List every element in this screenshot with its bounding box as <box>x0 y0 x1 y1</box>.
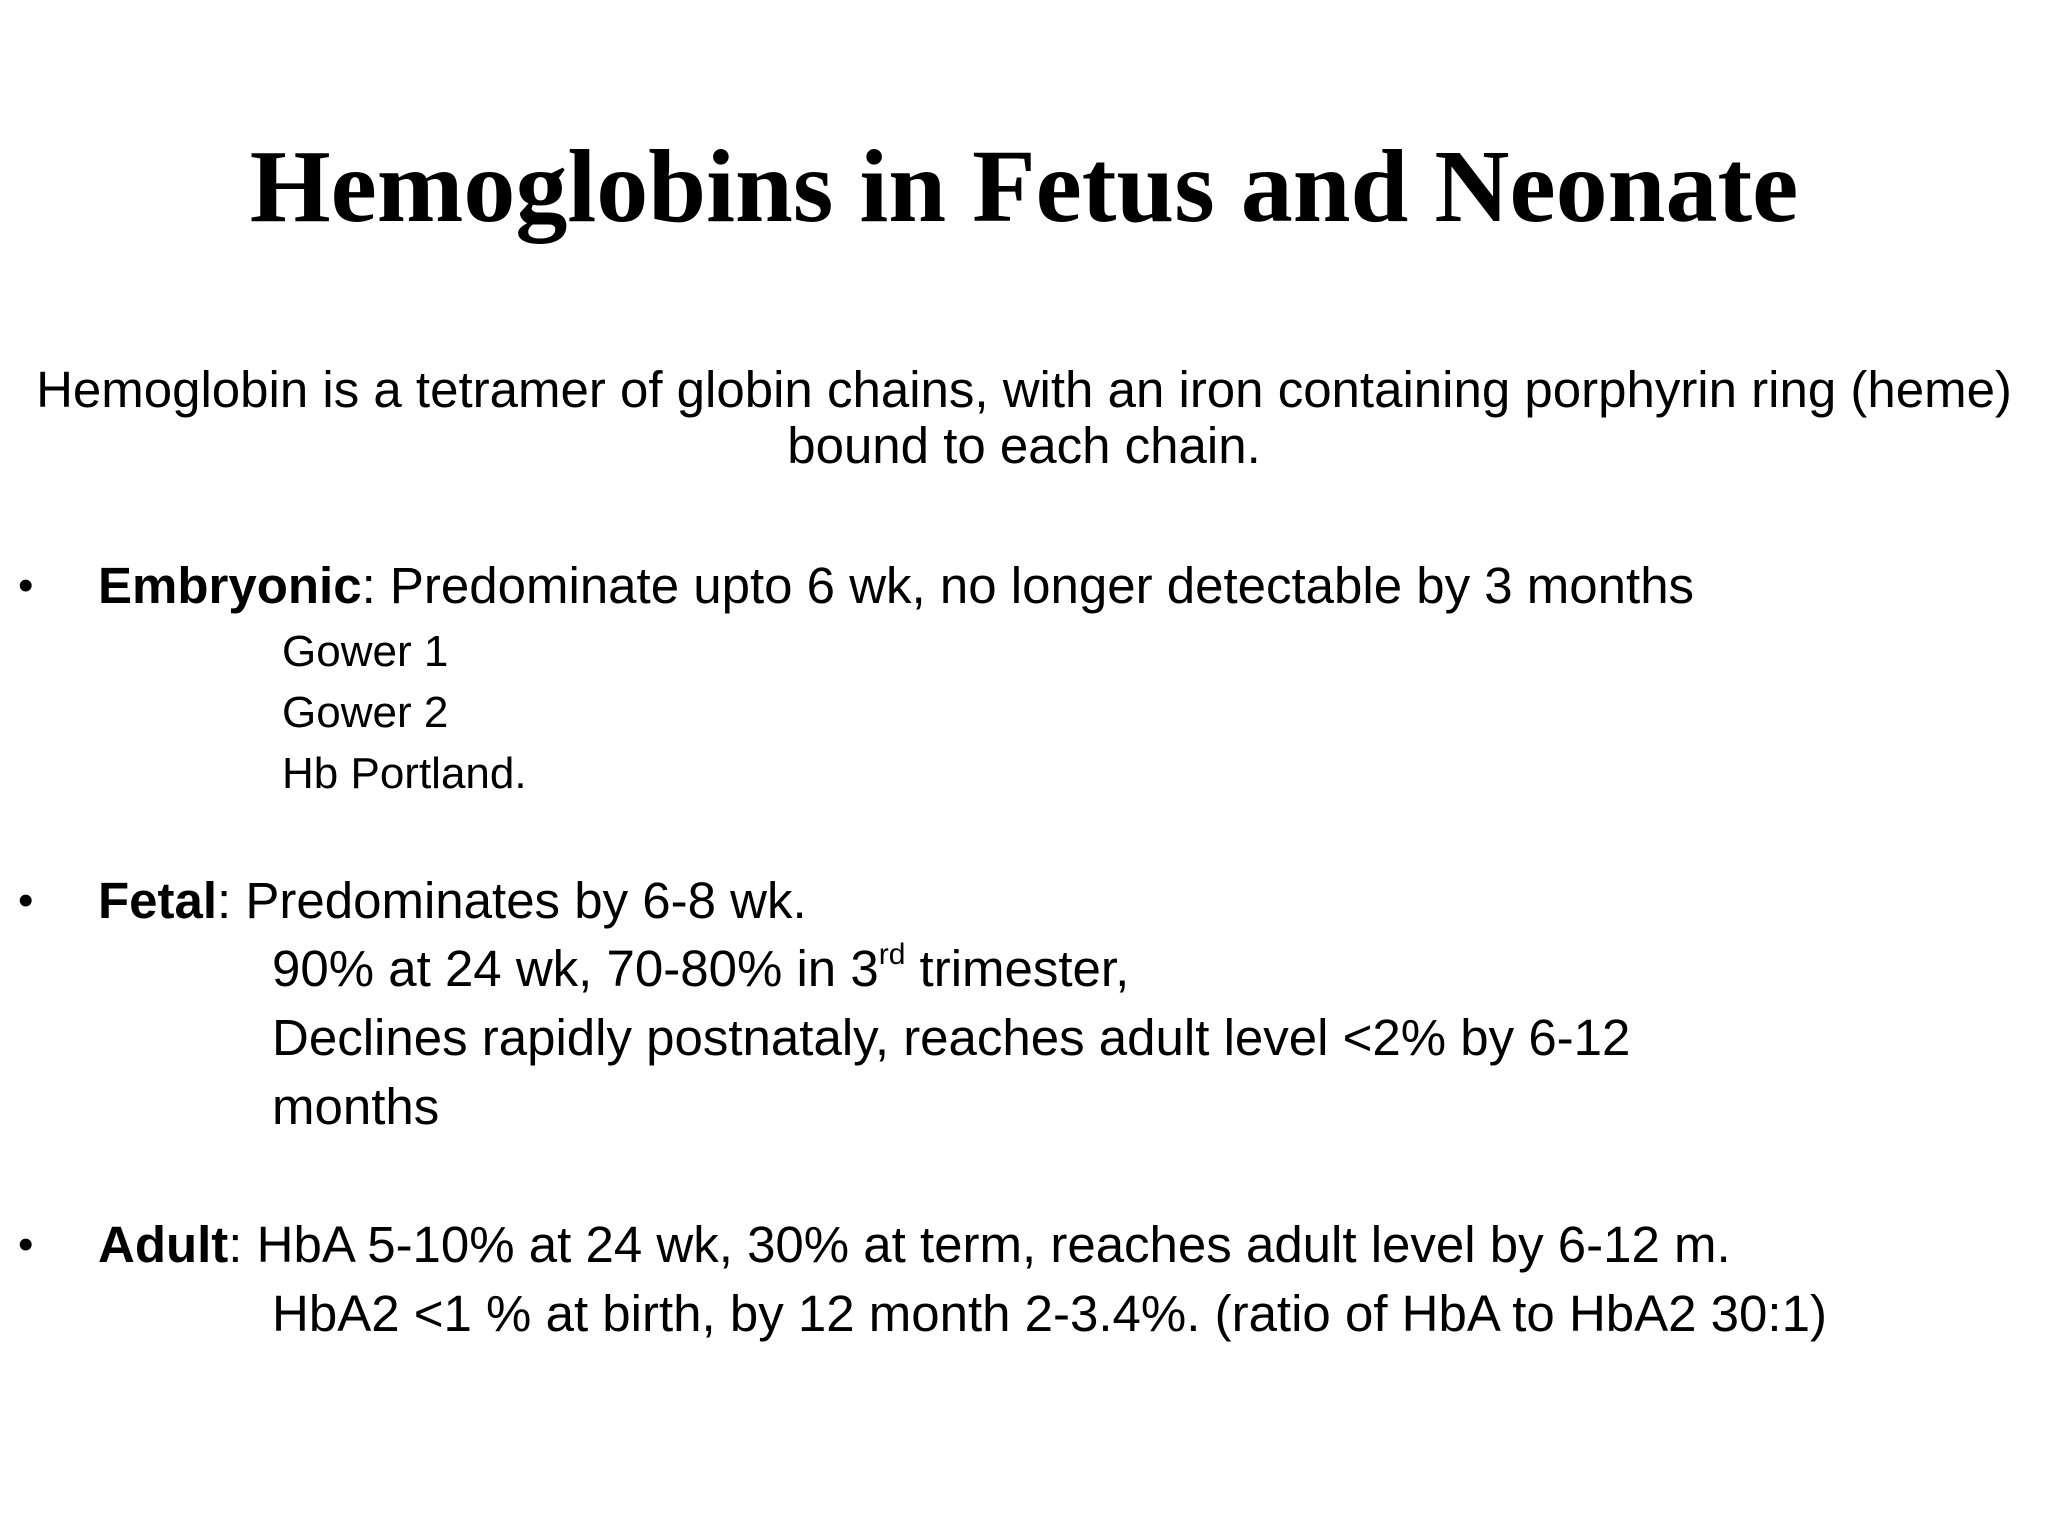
embryonic-item-gower1: Gower 1 <box>282 627 449 676</box>
embryonic-item-portland: Hb Portland. <box>282 749 527 798</box>
bullet-term-adult: Adult <box>98 1216 229 1273</box>
slide-title: Hemoglobins in Fetus and Neonate <box>249 129 1799 244</box>
bullet-marker: • <box>18 876 34 925</box>
bullet-desc-embryonic: : Predominate upto 6 wk, no longer detectable by 3 months <box>361 557 1695 614</box>
bullet-desc-fetal: : Predominates by 6-8 wk. <box>217 872 807 929</box>
intro-paragraph: Hemoglobin is a tetramer of globin chains, with an iron containing porphyrin ring (heme) bound to each chain. <box>36 361 2012 474</box>
bullet-marker: • <box>18 1220 34 1269</box>
adult-line-2: HbA2 <1 % at birth, by 12 month 2-3.4%. (ratio of HbA to HbA2 30:1) <box>272 1285 1827 1342</box>
bullet-term-embryonic: Embryonic <box>98 557 362 614</box>
fetal-line-3: Declines rapidly postnataly, reaches adult level <2% by 6-12 <box>272 1009 1631 1066</box>
bullet-marker: • <box>18 561 34 610</box>
bullet-term-fetal: Fetal <box>98 872 218 929</box>
bullet-desc-adult: : HbA 5-10% at 24 wk, 30% at term, reaches adult level by 6-12 m. <box>228 1216 1731 1273</box>
embryonic-item-gower2: Gower 2 <box>282 688 449 737</box>
ordinal-superscript: rd <box>878 938 906 971</box>
fetal-line-4: months <box>272 1078 440 1135</box>
fetal-line-2: 90% at 24 wk, 70-80% in 3rd trimester, <box>272 938 1130 997</box>
